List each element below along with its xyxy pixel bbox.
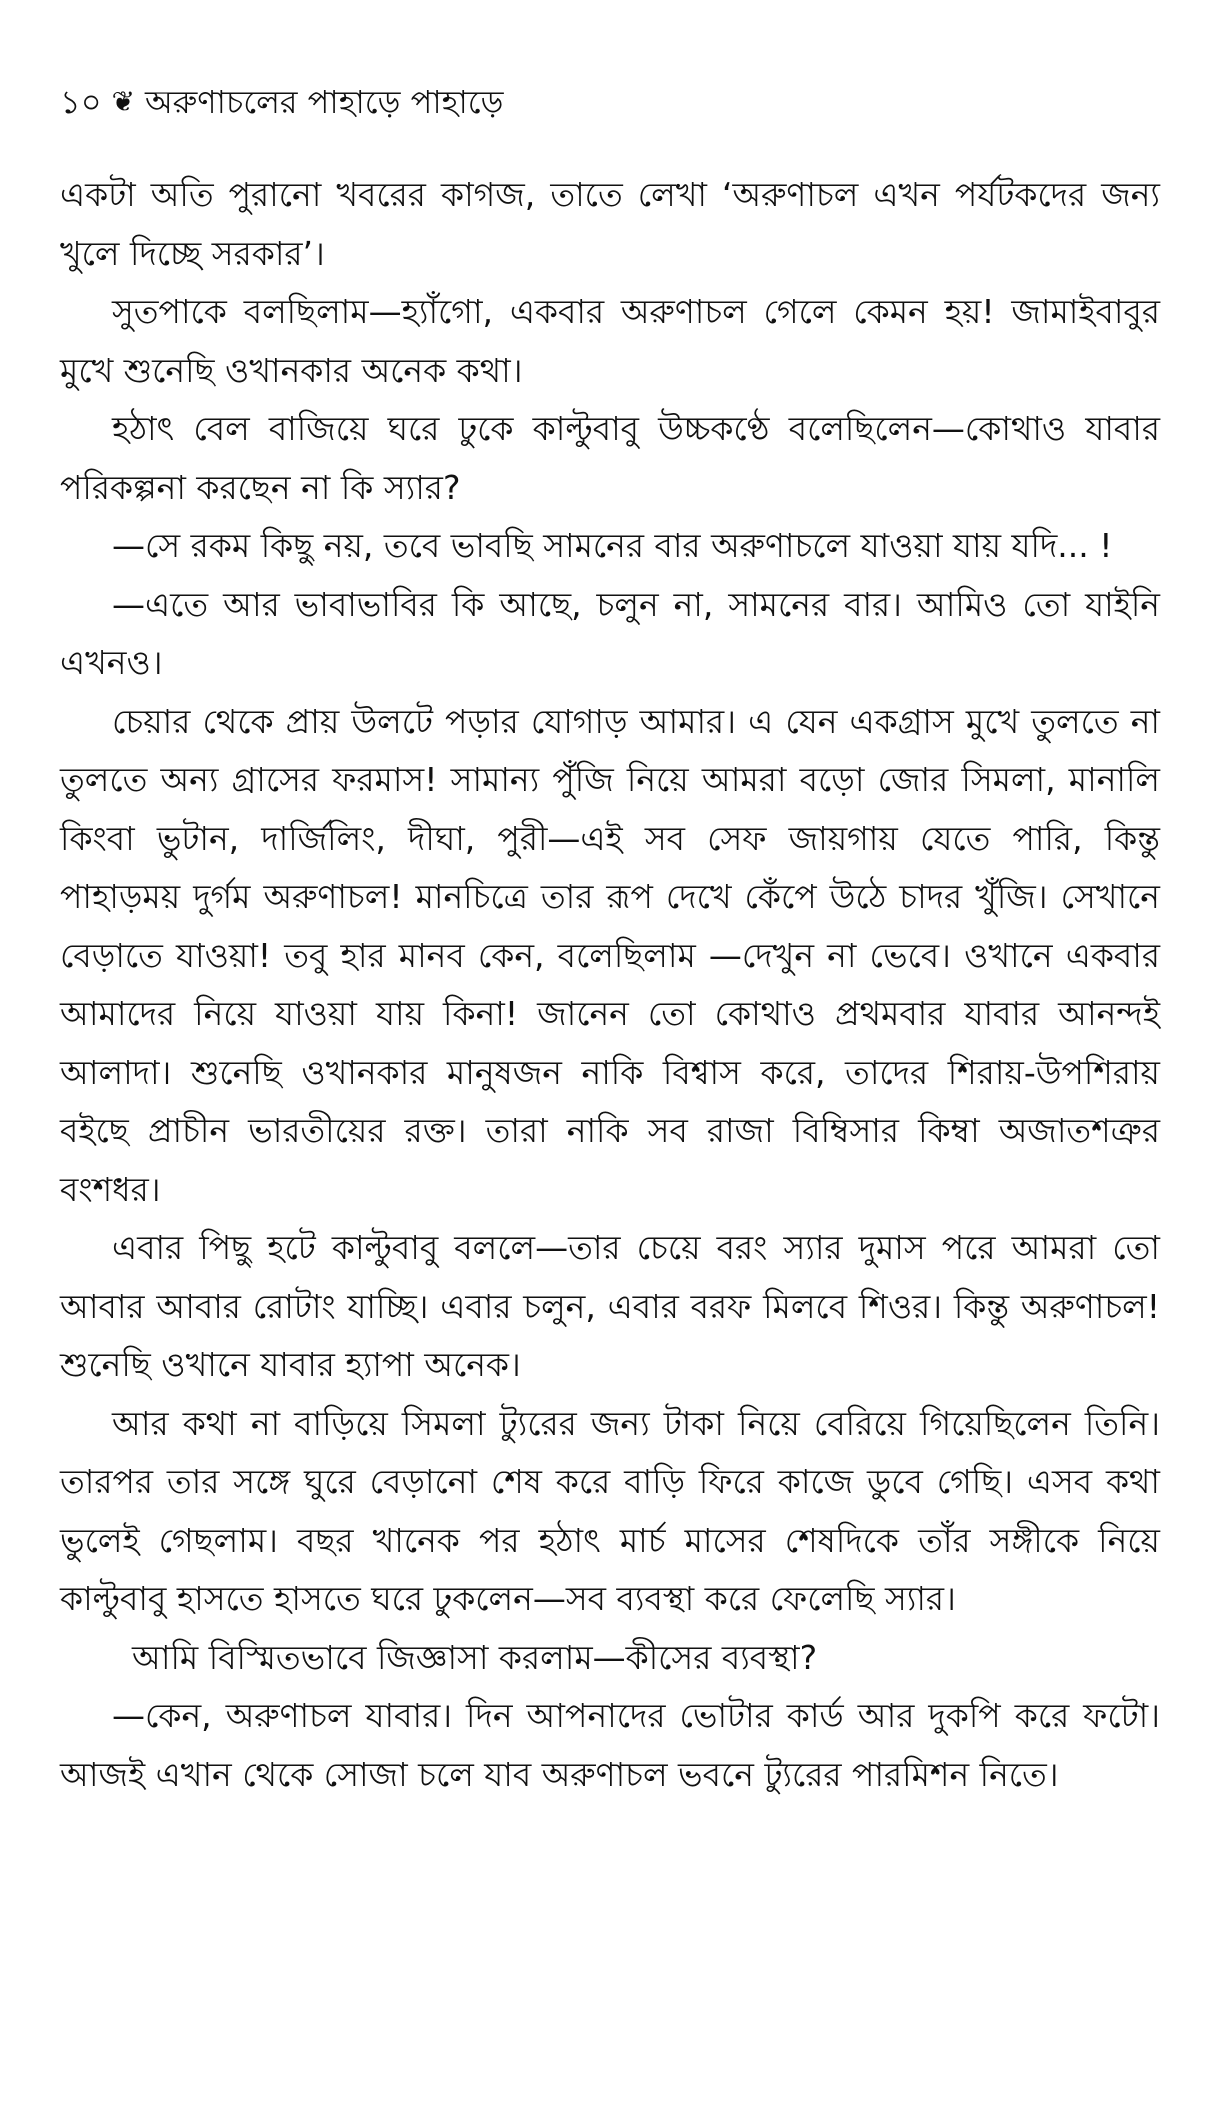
paragraph: একটা অতি পুরানো খবরের কাগজ, তাতে লেখা ‘অরুণাচল এখন পর্যটকদের জন্য খুলে দিচ্ছে সরকার’। bbox=[60, 175, 1160, 273]
paragraph: হঠাৎ বেল বাজিয়ে ঘরে ঢুকে কাল্টুবাবু উচ্চকণ্ঠে বলেছিলেন—কোথাও যাবার পরিকল্পনা করছেন না কি স্যার? bbox=[60, 409, 1160, 507]
running-title: অরুণাচলের পাহাড়ে পাহাড়ে bbox=[145, 83, 504, 121]
paragraph: —এতে আর ভাবাভাবির কি আছে, চলুন না, সামনের বার। আমিও তো যাইনি এখনও। bbox=[60, 584, 1160, 682]
page-number: ১০ bbox=[60, 83, 102, 121]
paragraph: আর কথা না বাড়িয়ে সিমলা ট্যুরের জন্য টাকা নিয়ে বেরিয়ে গিয়েছিলেন তিনি। তারপর তার সঙ্গে ঘুরে বেড়ানো শেষ করে বাড়ি ফিরে কাজে ডুবে গেছি। এসব কথা ভুলেই গেছলাম। বছর খানেক পর হঠাৎ মার্চ মাসের শেষদিকে তাঁর সঙ্গীকে নিয়ে কাল্টুবাবু হাসতে হাসতে ঘরে ঢুকলেন—সব ব্যবস্থা করে ফেলেছি স্যার। bbox=[60, 1403, 1160, 1618]
paragraph: চেয়ার থেকে প্রায় উলটে পড়ার যোগাড় আমার। এ যেন একগ্রাস মুখে তুলতে না তুলতে অন্য গ্রাসের ফরমাস! সামান্য পুঁজি নিয়ে আমরা বড়ো জোর সিমলা, মানালি কিংবা ভুটান, দার্জিলিং, দীঘা, পুরী—এই সব সেফ জায়গায় যেতে পারি, কিন্তু পাহাড়ময় দুর্গম অরুণাচল! মানচিত্রে তার রূপ দেখে কেঁপে উঠে চাদর খুঁজি। সেখানে বেড়াতে যাওয়া! তবু হার মানব কেন, বলেছিলাম —দেখুন না ভেবে। ওখানে একবার আমাদের নিয়ে যাওয়া যায় কিনা! জানেন তো কোথাও প্রথমবার যাবার আনন্দই আলাদা। শুনেছি ওখানকার মানুষজন নাকি বিশ্বাস করে, তাদের শিরায়-উপশিরায় বইছে প্রাচীন ভারতীয়ের রক্ত। তারা নাকি সব রাজা বিম্বিসার কিম্বা অজাতশত্রুর বংশধর। bbox=[60, 701, 1160, 1209]
fleuron-icon: ❦ bbox=[111, 85, 136, 118]
paragraph: এবার পিছু হটে কাল্টুবাবু বললে—তার চেয়ে বরং স্যার দুমাস পরে আমরা তো আবার আবার রোটাং যাচ্ছি। এবার চলুন, এবার বরফ মিলবে শিওর। কিন্তু অরুণাচল! শুনেছি ওখানে যাবার হ্যাপা অনেক। bbox=[60, 1228, 1160, 1384]
paragraph: —সে রকম কিছু নয়, তবে ভাবছি সামনের বার অরুণাচলে যাওয়া যায় যদি... ! bbox=[112, 526, 1113, 565]
paragraph: —কেন, অরুণাচল যাবার। দিন আপনাদের ভোটার কার্ড আর দুকপি করে ফটো। আজই এখান থেকে সোজা চলে যাব অরুণাচল ভবনে ট্যুরের পারমিশন নিতে। bbox=[60, 1696, 1160, 1794]
running-header bbox=[60, 80, 1160, 124]
paragraph: আমি বিস্মিতভাবে জিজ্ঞাসা করলাম—কীসের ব্যবস্থা? bbox=[132, 1637, 818, 1677]
paragraph: সুতপাকে বলছিলাম—হ্যাঁগো, একবার অরুণাচল গেলে কেমন হয়! জামাইবাবুর মুখে শুনেছি ওখানকার অনেক কথা। bbox=[60, 292, 1160, 390]
book-page bbox=[60, 80, 1160, 2080]
body-text bbox=[60, 166, 1160, 1804]
